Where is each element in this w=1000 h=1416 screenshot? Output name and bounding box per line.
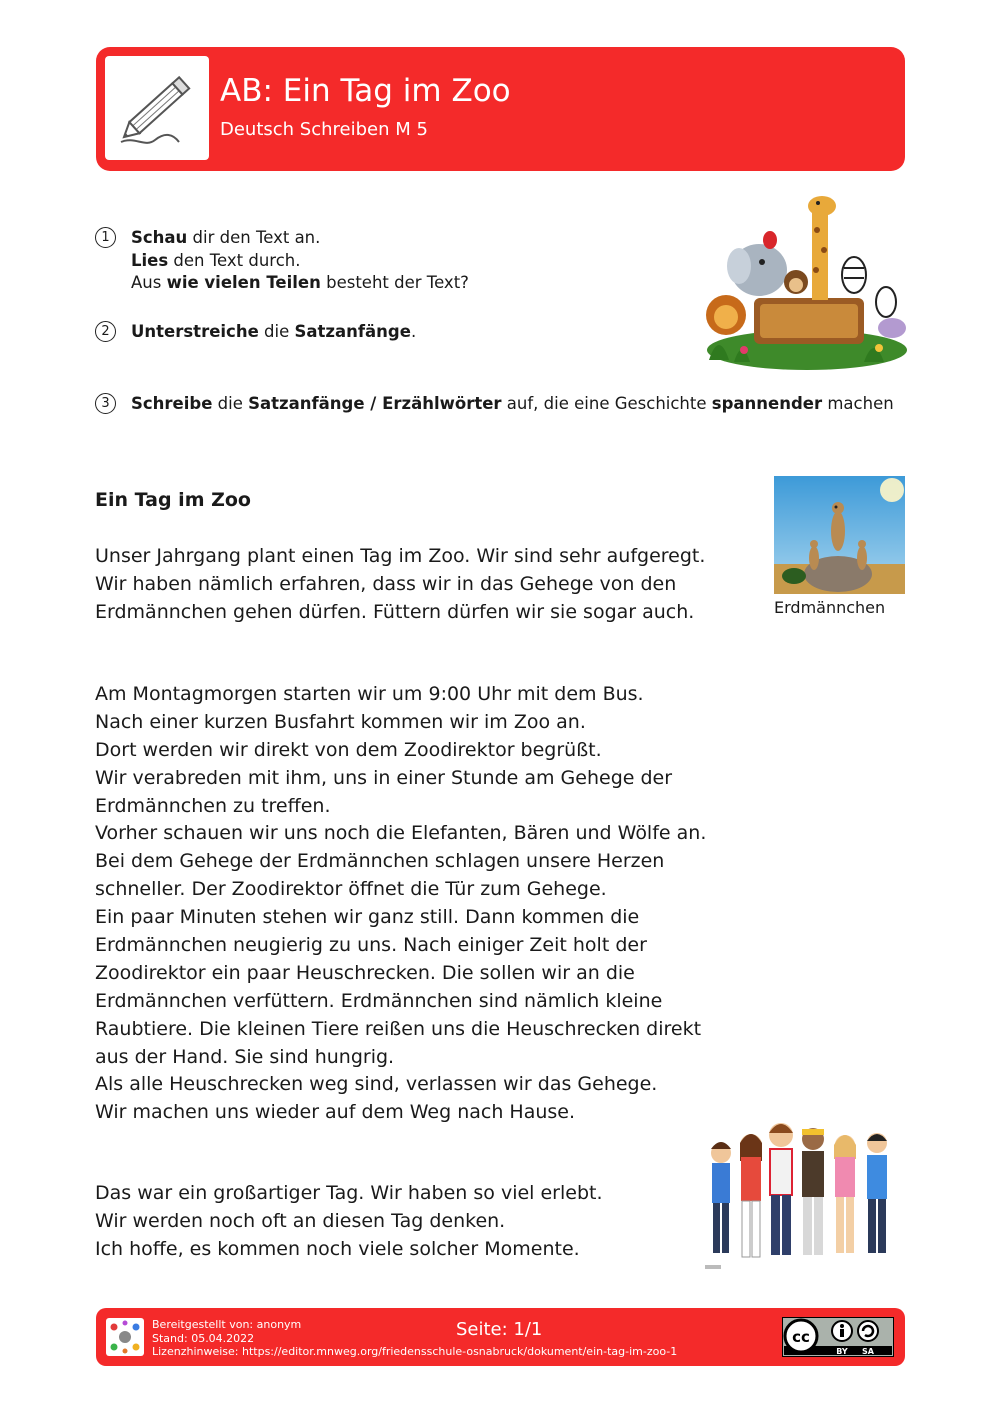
story-line: Wir machen uns wieder auf dem Weg nach Hause. (95, 1101, 576, 1124)
cc-by-sa-badge[interactable] (782, 1317, 894, 1357)
task-keyword: Schau (131, 228, 188, 247)
task-keyword: Lies (131, 250, 169, 270)
task-text: die (258, 322, 295, 341)
story-line: Als alle Heuschrecken weg sind, verlassen wir das Gehege. (95, 1073, 658, 1096)
story-paragraph-2 (95, 681, 706, 1127)
story-line: aus der Hand. Sie sind hungrig. (95, 1045, 395, 1068)
task-keyword: Satzanfänge / Erzählwörter (248, 394, 502, 413)
license-link[interactable]: Lizenzhinweise: https://editor.mnweg.org/friedensschule-osnabruck/dokument/ein-tag-im-zoo-1 (152, 1345, 678, 1358)
cc-sa-icon (858, 1321, 878, 1341)
task-text: den Text durch. (168, 250, 301, 270)
story-line: Ich hoffe, es kommen noch viele solcher Momente. (95, 1237, 580, 1260)
story-paragraph-1 (95, 543, 705, 627)
story-line: Erdmännchen zu treffen. (95, 794, 331, 817)
task-text: Aus (131, 273, 167, 292)
story-line: schneller. Der Zoodirektor öffnet die Tür zum Gehege. (95, 878, 607, 901)
mnweg-logo (106, 1318, 144, 1356)
story-paragraph-3 (95, 1180, 603, 1264)
story-line: Raubtiere. Die kleinen Tiere reißen uns die Heuschrecken direkt (95, 1017, 702, 1040)
task-line (131, 393, 894, 416)
cc-by-label: BY (836, 1347, 848, 1356)
page-number: Seite: 1/1 (456, 1319, 543, 1340)
task-number: 2 (95, 321, 116, 342)
story-line: Zoodirektor ein paar Heuschrecken. Die sollen wir an die (95, 961, 635, 984)
task-lines (131, 321, 416, 344)
page-subtitle: Deutsch Schreiben M 5 (220, 119, 428, 140)
story-line: Bei dem Gehege der Erdmännchen schlagen unsere Herzen (95, 850, 665, 873)
task-lines (131, 227, 469, 295)
task-number: 3 (95, 393, 116, 414)
task-line (131, 272, 469, 295)
story-line: Nach einer kurzen Busfahrt kommen wir im Zoo an. (95, 710, 586, 733)
task-text: die (212, 394, 249, 413)
story-line: Das war ein großartiger Tag. Wir haben so viel erlebt. (95, 1182, 603, 1204)
task-keyword: Satzanfänge (294, 322, 411, 341)
task-text: . (410, 322, 417, 341)
provided-by: Bereitgestellt von: anonym (152, 1318, 302, 1331)
story-line: Wir werden noch oft an diesen Tag denken. (95, 1209, 506, 1232)
header-banner (96, 47, 905, 171)
story-line: Wir verabreden mit ihm, uns in einer Stunde am Gehege der (95, 766, 673, 789)
story-line: Erdmännchen verfüttern. Erdmännchen sind nämlich kleine (95, 989, 663, 1012)
zoo-animals-illustration (704, 190, 910, 375)
story-line: Unser Jahrgang plant einen Tag im Zoo. Wir sind sehr aufgeregt. (95, 545, 706, 567)
task-text: auf, die eine Geschichte (501, 394, 712, 413)
task-text: besteht der Text? (320, 273, 469, 292)
meerkat-photo (774, 476, 905, 594)
task-line (131, 250, 469, 273)
story-line: Erdmännchen gehen dürfen. Füttern dürfen wir sie sogar auch. (95, 600, 695, 623)
task-line (131, 227, 469, 250)
footer-banner (96, 1308, 905, 1366)
pencil-icon (105, 56, 209, 160)
cc-mark-text: cc (792, 1328, 810, 1346)
page-title: AB: Ein Tag im Zoo (220, 73, 511, 109)
task-text: machen (822, 394, 894, 413)
cc-sa-label: SA (862, 1347, 874, 1356)
story-line: Ein paar Minuten stehen wir ganz still. Dann kommen die (95, 906, 640, 929)
story-line: Dort werden wir direkt von dem Zoodirektor begrüßt. (95, 738, 602, 761)
task-keyword: Unterstreiche (131, 322, 259, 341)
task-number: 1 (95, 227, 116, 248)
story-line: Erdmännchen neugierig zu uns. Nach einiger Zeit holt der (95, 934, 647, 957)
story-line: Wir haben nämlich erfahren, dass wir in das Gehege von den (95, 572, 677, 595)
date-stamp: Stand: 05.04.2022 (152, 1331, 255, 1345)
footer-meta (152, 1318, 677, 1359)
task-text: dir den Text an. (187, 228, 321, 247)
meerkat-caption: Erdmännchen (774, 598, 886, 617)
task-line (131, 321, 416, 344)
children-group-illustration (703, 1105, 908, 1275)
logo-box (105, 56, 209, 160)
story-line: Vorher schauen wir uns noch die Elefanten, Bären und Wölfe an. (95, 822, 707, 845)
story-line: Am Montagmorgen starten wir um 9:00 Uhr mit dem Bus. (95, 683, 644, 705)
task-keyword: Schreibe (131, 394, 213, 413)
task-keyword: spannender (711, 394, 823, 413)
task-lines (131, 393, 894, 416)
task-keyword: wie vielen Teilen (166, 273, 321, 292)
story-title: Ein Tag im Zoo (95, 489, 251, 511)
network-logo-icon (106, 1318, 144, 1356)
